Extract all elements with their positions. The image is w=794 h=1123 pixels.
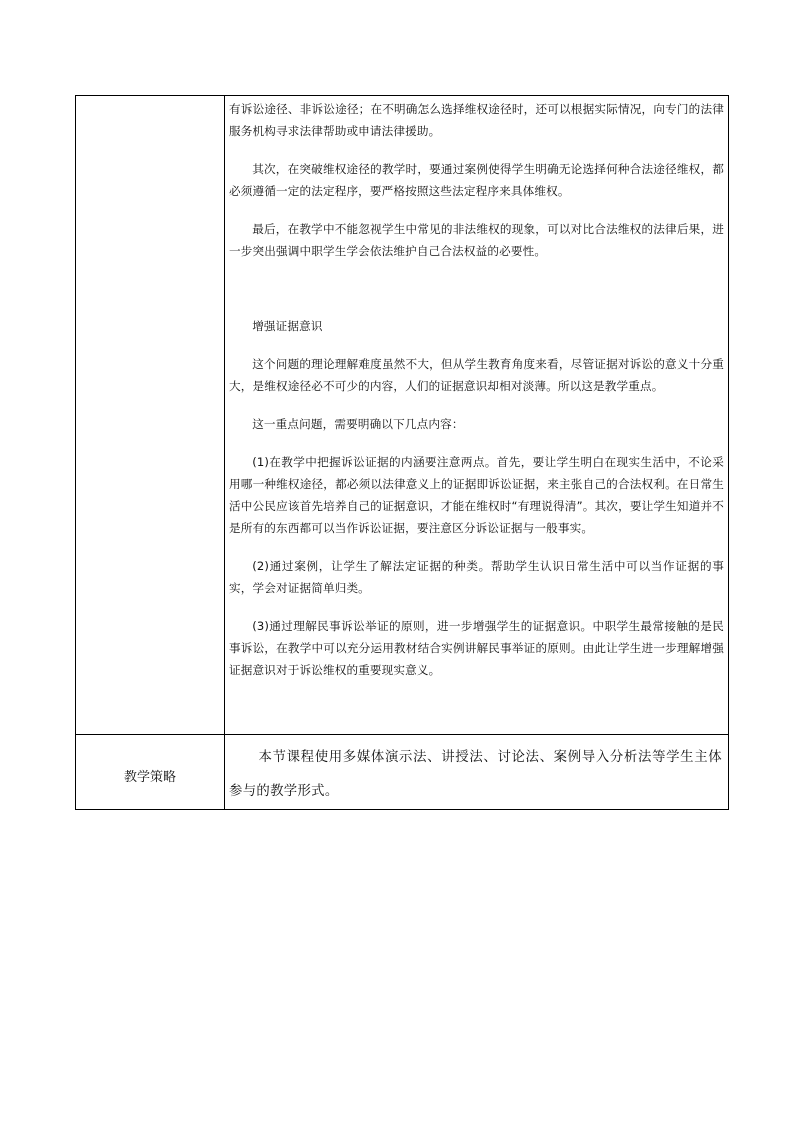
paragraph-point-2: (2)通过案例，让学生了解法定证据的种类。帮助学生认识日常生活中可以当作证据的事实，学会对证据简单归类。 <box>229 559 724 595</box>
paragraph-finally: 最后，在教学中不能忽视学生中常见的非法维权的现象，可以对比合法维权的法律后果，进一步突出强调中职学生学会依法维护自己合法权益的必要性。 <box>229 222 724 258</box>
paragraph-point-3: (3)通过理解民事诉讼举证的原则，进一步增强学生的证据意识。中职学生最常接触的是民事诉讼，在教学中可以充分运用教材结合实例讲解民事举证的原则。由此让学生进一步理解增强证据意识对于诉讼维权的重要现实意义。 <box>229 619 724 677</box>
table-row <box>76 735 729 810</box>
paragraph-key-points: 这一重点问题，需要明确以下几点内容： <box>252 417 464 431</box>
strategy-label: 教学策略 <box>76 735 225 810</box>
section-heading-evidence: 增强证据意识 <box>252 319 323 333</box>
table-row <box>76 96 729 735</box>
strategy-text: 本节课程使用多媒体演示法、讲授法、讨论法、案例导入分析法等学生主体参与的教学形式。 <box>229 750 722 799</box>
empty-label-cell <box>76 96 225 735</box>
lesson-plan-table <box>75 95 729 810</box>
paragraph-point-1: (1)在教学中把握诉讼证据的内涵要注意两点。首先，要让学生明白在现实生活中，不论采用哪一种维权途径，都必须以法律意义上的证据即诉讼证据，来主张自己的合法权利。在日常生活中公民应该首先培养自己的证据意识，才能在维权时“有理说得清”。其次，要让学生知道并不是所有的东西都可以当作诉讼证据，要注意区分诉讼证据与一般事实。 <box>229 455 724 535</box>
strategy-content-cell <box>225 735 729 810</box>
paragraph-continuation: 有诉讼途径、非诉讼途径；在不明确怎么选择维权途径时，还可以根据实际情况，向专门的法律服务机构寻求法律帮助或申请法律援助。 <box>229 102 724 138</box>
paragraph-secondly: 其次，在突破维权途径的教学时，要通过案例使得学生明确无论选择何种合法途径维权，都必须遵循一定的法定程序，要严格按照这些法定程序来具体维权。 <box>229 162 724 198</box>
paragraph-evidence-intro: 这个问题的理论理解难度虽然不大，但从学生教育角度来看，尽管证据对诉讼的意义十分重大，是维权途径必不可少的内容，人们的证据意识却相对淡薄。所以这是教学重点。 <box>229 357 724 393</box>
teaching-content-cell <box>225 96 729 735</box>
